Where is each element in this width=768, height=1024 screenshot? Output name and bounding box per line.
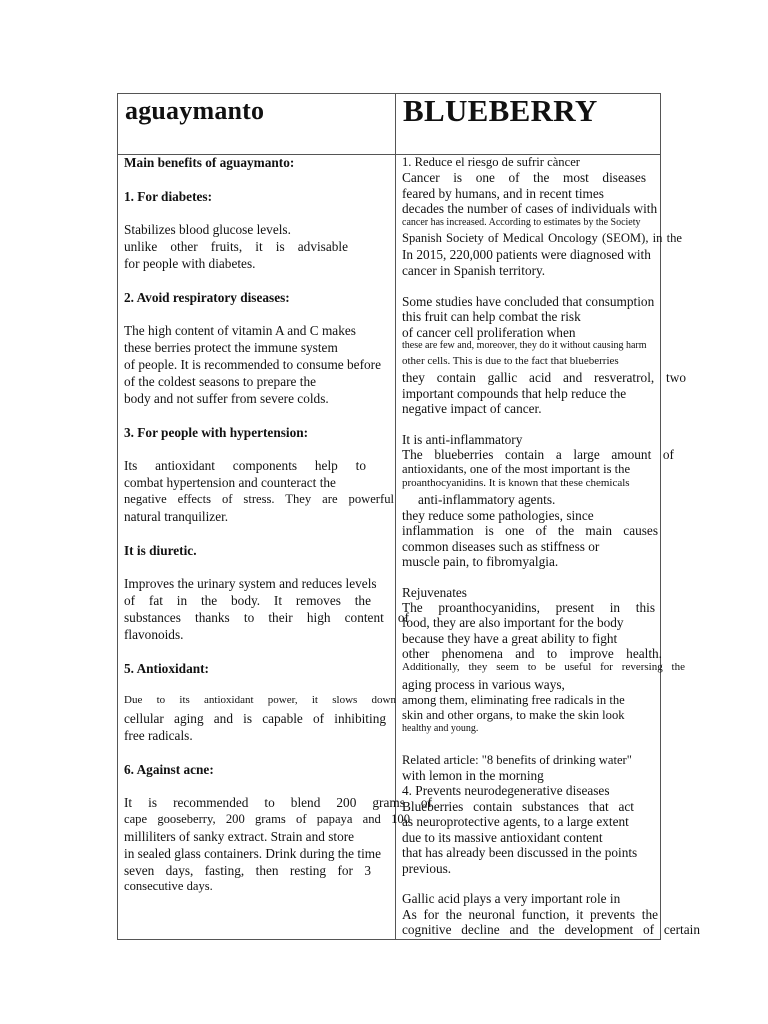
right-line: they contain gallic acid and resveratrol, two <box>402 370 686 385</box>
right-line: negative impact of cancer. <box>402 401 542 416</box>
left-line: It is recommended to blend 200 grams of <box>124 795 432 810</box>
right-line: Rejuvenates <box>402 585 467 600</box>
left-line: milliliters of sanky extract. Strain and store <box>124 829 355 844</box>
right-line: common diseases such as stiffness or <box>402 539 600 554</box>
left-line: Its antioxidant components help to <box>124 458 366 473</box>
right-line: 4. Prevents neurodegenerative diseases <box>402 783 610 798</box>
right-line: due to its massive antioxidant content <box>402 830 603 845</box>
left-line: unlike other fruits, it is advisable <box>124 239 348 254</box>
left-line: Main benefits of aguaymanto: <box>124 155 295 170</box>
right-line: because they have a great ability to fight <box>402 631 618 646</box>
right-line: as neuroprotective agents, to a large extent <box>402 814 629 829</box>
right-line: food, they are also important for the body <box>402 615 624 630</box>
left-line: body and not suffer from severe colds. <box>124 391 329 406</box>
right-line: In 2015, 220,000 patients were diagnosed with <box>402 247 651 262</box>
right-line: previous. <box>402 861 452 876</box>
right-line: antioxidants, one of the most important is the <box>402 462 631 476</box>
right-line: these are few and, moreover, they do it without causing harm <box>402 340 647 351</box>
left-line: The high content of vitamin A and C makes <box>124 323 356 338</box>
right-line: 1. Reduce el riesgo de sufrir càncer <box>402 155 580 169</box>
right-line: muscle pain, to fibromyalgia. <box>402 554 559 569</box>
left-line: 3. For people with hypertension: <box>124 425 309 440</box>
left-line: consecutive days. <box>124 879 213 893</box>
right-line: anti-inflammatory agents. <box>418 492 556 507</box>
right-line: The blueberries contain a large amount of <box>402 447 674 462</box>
right-line: among them, eliminating free radicals in the <box>402 693 625 707</box>
right-line: As for the neuronal function, it prevents the <box>402 907 658 922</box>
left-line: Stabilizes blood glucose levels. <box>124 222 291 237</box>
left-line: of fat in the body. It removes the <box>124 593 371 608</box>
left-line: It is diuretic. <box>124 543 197 558</box>
right-line: skin and other organs, to make the skin look <box>402 708 625 722</box>
right-line: inflammation is one of the main causes <box>402 523 658 538</box>
left-line: in sealed glass containers. Drink during the time <box>124 846 382 861</box>
right-line: It is anti-inflammatory <box>402 432 523 447</box>
left-line: of people. It is recommended to consume before <box>124 357 381 372</box>
left-line: cellular aging and is capable of inhibiting <box>124 711 386 726</box>
left-line: flavonoids. <box>124 627 184 642</box>
left-line: negative effects of stress. They are powerful <box>124 492 394 506</box>
right-line: Additionally, they seem to be useful for reversing the <box>402 661 685 673</box>
left-line: 6. Against acne: <box>124 762 214 777</box>
right-line: proanthocyanidins. It is known that these chemicals <box>402 477 630 489</box>
right-line: Blueberries contain substances that act <box>402 799 634 814</box>
left-line: combat hypertension and counteract the <box>124 475 336 490</box>
right-line: Related article: "8 benefits of drinking water" <box>402 753 632 767</box>
right-line: aging process in various ways, <box>402 677 565 692</box>
right-line: Some studies have concluded that consumption <box>402 294 655 309</box>
right-line: healthy and young. <box>402 723 479 734</box>
right-line: with lemon in the morning <box>402 768 544 783</box>
left-line: Due to its antioxidant power, it slows down <box>124 694 396 706</box>
right-line: cancer in Spanish territory. <box>402 263 546 278</box>
left-line: cape gooseberry, 200 grams of papaya and 100 <box>124 812 410 826</box>
right-line: important compounds that help reduce the <box>402 386 627 401</box>
left-line: substances thanks to their high content of <box>124 610 409 625</box>
right-line: Spanish Society of Medical Oncology (SEOM), in the <box>402 231 682 245</box>
left-line: of the coldest seasons to prepare the <box>124 374 316 389</box>
right-line: cognitive decline and the development of certain <box>402 922 700 937</box>
left-line: 5. Antioxidant: <box>124 661 209 676</box>
right-line: other phenomena and to improve health. <box>402 646 662 661</box>
left-line: natural tranquilizer. <box>124 509 229 524</box>
left-line: 2. Avoid respiratory diseases: <box>124 290 290 305</box>
right-line: they reduce some pathologies, since <box>402 508 594 523</box>
right-line: Cancer is one of the most diseases <box>402 170 646 185</box>
right-line: this fruit can help combat the risk <box>402 309 581 324</box>
left-line: 1. For diabetes: <box>124 189 213 204</box>
left-line: Improves the urinary system and reduces levels <box>124 576 377 591</box>
right-line: Gallic acid plays a very important role in <box>402 891 621 906</box>
left-line: these berries protect the immune system <box>124 340 338 355</box>
right-line: decades the number of cases of individuals with <box>402 201 658 216</box>
left-line: for people with diabetes. <box>124 256 256 271</box>
right-line: other cells. This is due to the fact that blueberries <box>402 355 619 367</box>
right-line: The proanthocyanidins, present in this <box>402 600 655 615</box>
left-line: free radicals. <box>124 728 193 743</box>
right-line: that has already been discussed in the points <box>402 845 638 860</box>
right-line: of cancer cell proliferation when <box>402 325 576 340</box>
left-column-header: aguaymanto <box>125 96 265 125</box>
right-column-header: BLUEBERRY <box>403 93 598 128</box>
right-line: cancer has increased. According to estimates by the Society <box>402 217 641 228</box>
right-line: feared by humans, and in recent times <box>402 186 604 201</box>
left-line: seven days, fasting, then resting for 3 <box>124 863 371 878</box>
